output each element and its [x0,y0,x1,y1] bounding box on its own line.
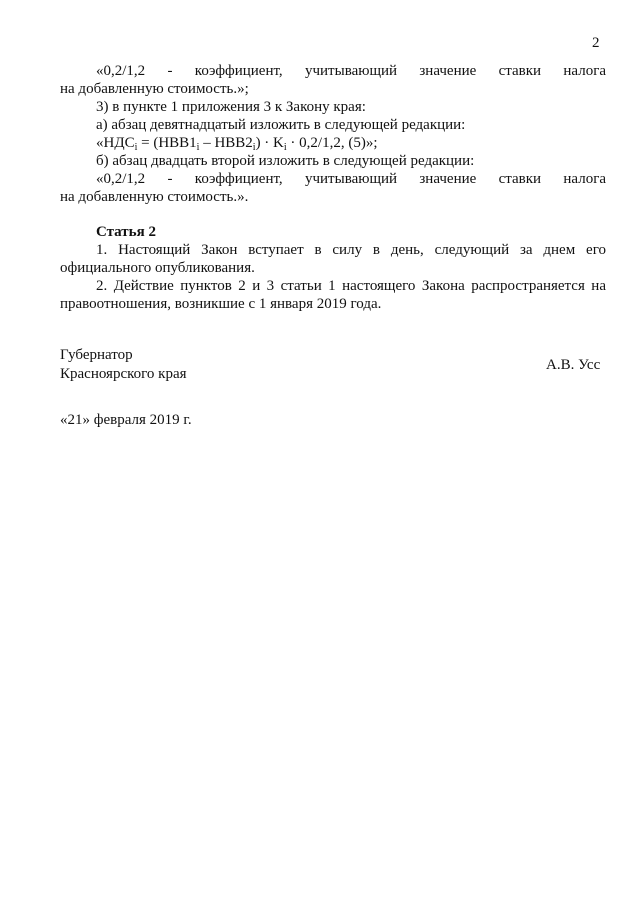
formula-part: = (НВВ1 [137,135,197,151]
paragraph-line: на добавленную стоимость.». [60,189,249,205]
formula-subscript: i [252,142,256,153]
formula-subscript: i [196,142,200,153]
formula-part: «НДС [96,135,135,151]
signatory-name: А.В. Усс [546,357,601,373]
signatory-title: Губернатор [60,347,133,363]
formula-part: ) · K [255,135,284,151]
paragraph-line: 1. Настоящий Закон вступает в силу в день, следующий за днем его [96,242,606,258]
formula-subscript: i [134,142,138,153]
paragraph-line: «0,2/1,2 - коэффициент, учитывающий значение ставки налога [96,171,606,187]
formula-subscript: i [283,142,287,153]
formula-part: · 0,2/1,2, (5)»; [286,135,378,151]
formula-line [96,134,606,152]
page-number: 2 [592,35,600,51]
paragraph-line: 3) в пункте 1 приложения 3 к Закону края: [96,99,366,115]
paragraph-line: правоотношения, возникшие с 1 января 2019 года. [60,296,382,312]
paragraph-line: на добавленную стоимость.»; [60,81,249,97]
paragraph-line: «0,2/1,2 - коэффициент, учитывающий значение ставки налога [96,63,606,79]
article-heading: Статья 2 [96,224,156,240]
paragraph-line: б) абзац двадцать второй изложить в следующей редакции: [96,153,475,169]
document-date: «21» февраля 2019 г. [60,412,192,428]
paragraph-line: а) абзац девятнадцатый изложить в следующей редакции: [96,117,466,133]
formula-part: – НВВ2 [199,135,253,151]
paragraph-line: официального опубликования. [60,260,255,276]
signatory-region: Красноярского края [60,366,187,382]
paragraph-line: 2. Действие пунктов 2 и 3 статьи 1 настоящего Закона распространяется на [96,278,606,294]
